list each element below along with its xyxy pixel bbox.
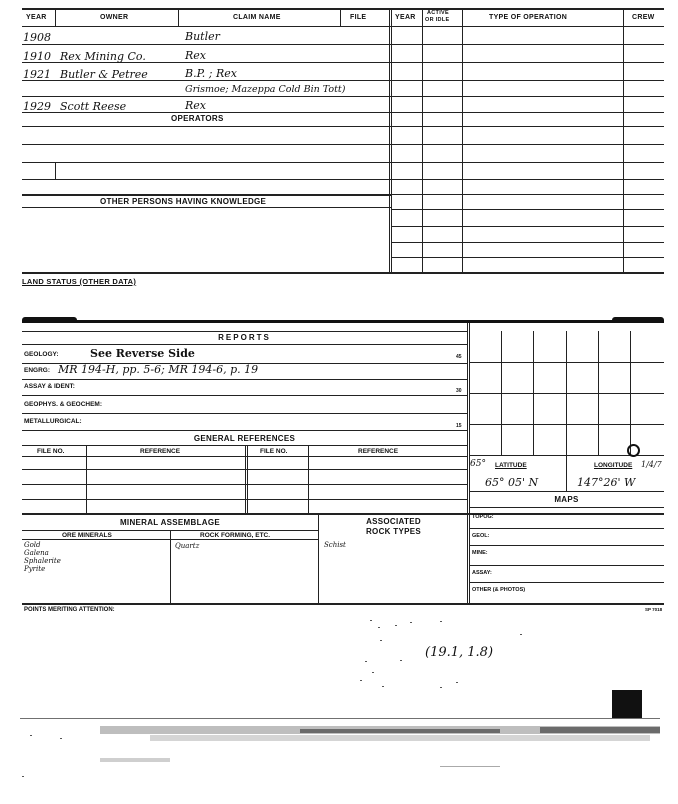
mineral-title: MINERAL ASSEMBLAGE: [119, 518, 221, 527]
smear-band: [100, 758, 170, 762]
col-rule: [170, 530, 171, 603]
row-2-owner: Rex Mining Co.: [60, 50, 146, 63]
table-top-border: [22, 8, 664, 10]
col-rule: [86, 445, 87, 513]
land-status-label: LAND STATUS (OTHER DATA): [22, 277, 137, 286]
grid-row: [469, 362, 664, 363]
speck: [440, 687, 442, 688]
smear-band: [300, 729, 500, 733]
margin-30: 30: [456, 388, 462, 394]
col-rule: [245, 445, 246, 513]
metallurgical-label: METALLURGICAL:: [24, 418, 82, 425]
row-line: [22, 344, 467, 345]
row-line: [22, 603, 664, 605]
header-owner: OWNER: [100, 14, 129, 21]
col-rule: [55, 163, 56, 179]
row-line: [22, 430, 467, 431]
col-rule: [247, 445, 248, 513]
geology-value: See Reverse Side: [90, 347, 195, 360]
smear-band: [540, 727, 660, 733]
edge-smear: [612, 317, 664, 323]
gr-file-no-2: FILE NO.: [260, 448, 288, 455]
speck: [370, 620, 372, 621]
longitude-value: 147°26' W: [577, 476, 636, 489]
coordinate-annotation: (19.1, 1.8): [425, 645, 494, 660]
row-line: [469, 528, 664, 529]
header-or-idle: OR IDLE: [425, 17, 450, 23]
longitude-label: LONGITUDE: [594, 462, 633, 469]
row-line: [22, 413, 467, 414]
geology-label: GEOLOGY:: [24, 351, 59, 358]
form-number: SP 7018: [645, 607, 663, 612]
header-type-of-operation: TYPE OF OPERATION: [489, 14, 568, 21]
row-line: [22, 126, 392, 127]
gr-reference-2: REFERENCE: [358, 448, 399, 455]
row-3-claim: B.P. ; Rex: [185, 67, 237, 80]
speck: [60, 738, 62, 739]
row-5-claim: Rex: [185, 99, 206, 112]
ore-mineral-4: Pyrite: [24, 565, 46, 573]
row-line: [391, 44, 664, 45]
maps-geol: GEOL:: [472, 533, 490, 539]
associated-label-1: ASSOCIATED: [366, 517, 421, 526]
col-rule: [467, 323, 468, 603]
row-1-claim: Butler: [185, 30, 220, 43]
smear-band: [150, 735, 650, 741]
row-line: [22, 44, 392, 45]
header-bottom-border: [22, 26, 664, 27]
assay-label: ASSAY & IDENT:: [24, 383, 75, 390]
row-line: [22, 513, 664, 515]
row-line: [391, 272, 664, 274]
row-line: [391, 226, 664, 227]
gr-reference-1: REFERENCE: [140, 448, 181, 455]
row-3-owner: Butler & Petree: [60, 68, 148, 81]
ore-mineral-3: Sphalerite: [24, 557, 61, 565]
col-rule: [318, 513, 319, 603]
gr-file-no-1: FILE NO.: [37, 448, 65, 455]
col-rule: [462, 8, 463, 272]
row-line: [391, 242, 664, 243]
col-rule: [566, 455, 567, 491]
row-line: [22, 395, 467, 396]
row-5-year: 1929: [23, 100, 51, 113]
row-line: [22, 272, 392, 274]
operators-label: OPERATORS: [171, 114, 224, 123]
associated-label-2: ROCK TYPES: [365, 527, 421, 536]
header-file: FILE: [350, 14, 367, 21]
ore-mineral-2: Galena: [24, 549, 49, 557]
row-line: [22, 207, 392, 208]
geophys-label: GEOPHYS. & GEOCHEM:: [24, 401, 103, 408]
speck: [440, 621, 442, 622]
header-claim-name: CLAIM NAME: [233, 14, 281, 21]
smear-line: [20, 718, 660, 719]
lat-prefix: 65°: [470, 459, 486, 469]
maps-mine: MINE:: [472, 550, 488, 556]
margin-15: 15: [456, 423, 462, 429]
speck: [440, 766, 500, 767]
col-rule: [308, 445, 309, 513]
col-rule: [55, 8, 56, 26]
row-line: [22, 194, 392, 196]
black-block-artifact: [612, 690, 642, 718]
general-refs-title: GENERAL REFERENCES: [193, 434, 296, 443]
row-line: [391, 144, 664, 145]
rock-forming-label: ROCK FORMING, ETC.: [200, 532, 271, 539]
row-line: [391, 80, 664, 81]
ore-minerals-label: ORE MINERALS: [62, 532, 112, 539]
grid-row: [469, 424, 664, 425]
row-line: [22, 331, 467, 332]
speck: [410, 622, 412, 623]
row-line: [22, 379, 467, 380]
col-rule: [340, 8, 341, 26]
edge-smear: [22, 317, 77, 323]
row-line: [391, 209, 664, 210]
speck: [520, 634, 522, 635]
header-active: ACTIVE: [427, 10, 449, 16]
speck: [22, 776, 24, 777]
header-year-2: YEAR: [395, 14, 416, 21]
header-crew: CREW: [632, 14, 655, 21]
maps-topog: TOPOG:: [472, 514, 494, 520]
row-5-owner: Scott Reese: [60, 100, 127, 113]
row-line: [391, 179, 664, 180]
engrg-label: ENGRG:: [24, 367, 50, 374]
reports-top-rule: [22, 320, 664, 323]
row-line: [391, 126, 664, 127]
col-rule: [389, 8, 390, 272]
ore-mineral-1: Gold: [24, 541, 41, 549]
latitude-value: 65° 05' N: [485, 476, 539, 489]
header-year: YEAR: [26, 14, 47, 21]
row-line: [391, 257, 664, 258]
lon-suffix: 1/4/7: [641, 460, 662, 469]
margin-45: 45: [456, 354, 462, 360]
speck: [456, 682, 458, 683]
other-persons-label: OTHER PERSONS HAVING KNOWLEDGE: [100, 197, 267, 206]
maps-other: OTHER (& PHOTOS): [472, 587, 526, 593]
row-1-year: 1908: [23, 31, 51, 44]
row-line: [469, 545, 664, 546]
speck: [380, 640, 382, 641]
latitude-label: LATITUDE: [495, 462, 527, 469]
row-3-year: 1921: [23, 68, 51, 81]
row-line: [22, 144, 392, 145]
row-line: [22, 96, 392, 97]
speck: [372, 672, 374, 673]
row-4-claim: Grismoe; Mazeppa Cold Bin Tott): [185, 84, 346, 95]
associated-value: Schist: [324, 541, 346, 549]
col-rule: [178, 8, 179, 26]
speck: [395, 625, 397, 626]
col-rule: [623, 8, 624, 272]
row-line: [391, 96, 664, 97]
maps-assay: ASSAY:: [472, 570, 492, 576]
row-line: [22, 179, 392, 180]
row-line: [391, 112, 664, 113]
row-line: [22, 162, 392, 163]
engrg-value: MR 194-H, pp. 5-6; MR 194-6, p. 19: [58, 363, 259, 376]
speck: [365, 661, 367, 662]
row-line: [469, 565, 664, 566]
col-rule: [391, 8, 392, 272]
col-rule: [422, 8, 423, 272]
row-line: [391, 62, 664, 63]
speck: [400, 660, 402, 661]
grid-row: [469, 393, 664, 394]
location-marker-icon: [627, 444, 640, 457]
points-meriting-label: POINTS MERITING ATTENTION:: [24, 607, 115, 613]
reports-title: REPORTS: [218, 333, 271, 342]
speck: [30, 735, 32, 736]
row-line: [469, 491, 664, 492]
row-2-year: 1910: [23, 50, 51, 63]
speck: [360, 680, 362, 681]
row-line: [469, 582, 664, 583]
row-line: [469, 507, 664, 508]
row-line: [391, 194, 664, 195]
row-2-claim: Rex: [185, 49, 206, 62]
row-line: [391, 162, 664, 163]
speck: [382, 686, 384, 687]
maps-label: MAPS: [554, 495, 579, 504]
speck: [378, 627, 380, 628]
rock-forming-value: Quartz: [175, 542, 200, 550]
